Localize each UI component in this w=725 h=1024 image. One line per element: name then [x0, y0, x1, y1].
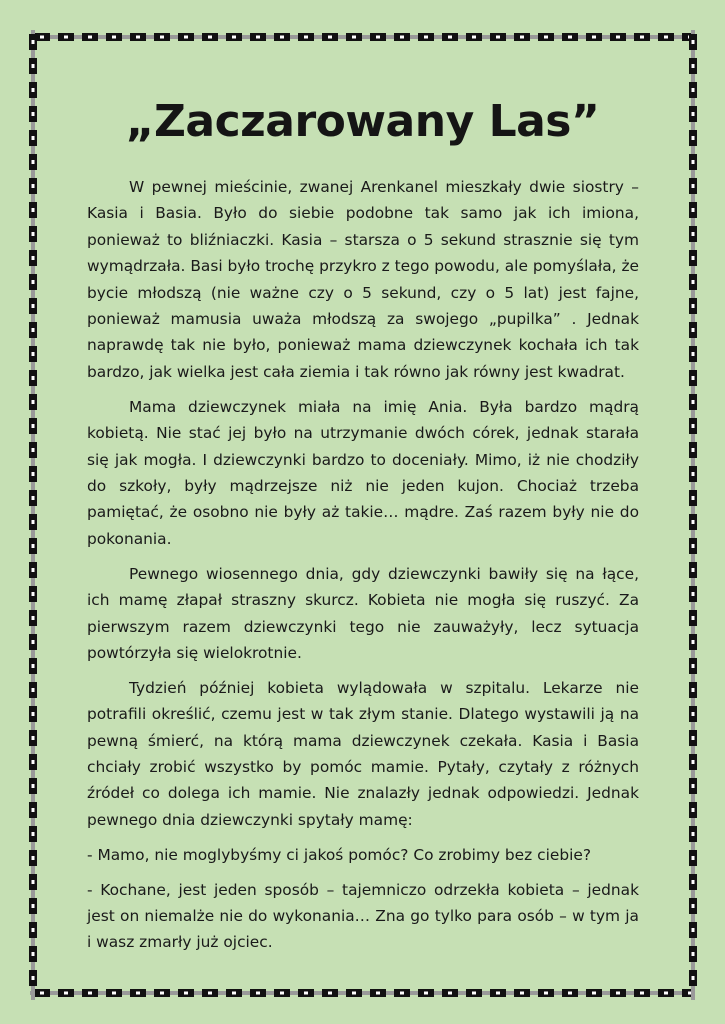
dialog-line-1: - Mamo, nie moglybyśmy ci jakoś pomóc? Co zrobimy bez ciebie?	[87, 845, 592, 864]
dialog-line-2: - Kochane, jest jeden sposób – tajemniczo odrzekła kobieta – jednak jest on niemalże nie do wykonania… Zna go tylko para osób – w tym ja i wasz zmarły już ojciec.	[87, 880, 639, 952]
story-body	[87, 174, 639, 964]
story-paragraph-1: W pewnej mieścinie, zwanej Arenkanel mieszkały dwie siostry – Kasia i Basia. Było do siebie podobne tak samo jak ich imiona, ponieważ to bliźniaczki. Kasia – starsza o 5 sekund strasznie się tym wymądrzała. Basi było trochę przykro z tego powodu, ale pomyślała, że bycie młodszą (nie ważne czy o 5 sekund, czy o 5 lat) jest fajne, ponieważ mamusia uważa młodszą za swojego „pupilka” . Jednak naprawdę tak nie było, ponieważ mama dziewczynek kochała ich tak bardzo, jak wielka jest cała ziemia i tak równo jak równy jest kwadrat.	[87, 178, 639, 381]
decorative-border-right	[688, 30, 698, 1000]
story-paragraph-4: Tydzień później kobieta wylądowała w szpitalu. Lekarze nie potrafili określić, czemu jest w tak złym stanie. Dlatego wystawili ją na pewną śmierć, na którą mama dziewczynek czekała. Kasia i Basia chciały zrobić wszystko by pomóc mamie. Pytały, czytały z różnych źródeł co dolega ich mamie. Nie znalazły jednak odpowiedzi. Jednak pewnego dnia dziewczynki spytały mamę:	[87, 678, 639, 829]
story-title: „Zaczarowany Las”	[125, 96, 600, 147]
story-paragraph-2: Mama dziewczynek miała na imię Ania. Była bardzo mądrą kobietą. Nie stać jej było na utrzymanie dwóch córek, jednak starała się jak mogła. I dziewczynki bardzo to doceniały. Mimo, iż nie chodziły do szkoły, były mądrzejsze niż nie jeden kujon. Chociaż trzeba pamiętać, że osobno nie były aż takie… mądre. Zaś razem były nie do pokonania.	[87, 397, 639, 548]
story-paragraph-3: Pewnego wiosennego dnia, gdy dziewczynki bawiły się na łące, ich mamę złapał straszny skurcz. Kobieta nie mogła się ruszyć. Za pierwszym razem dziewczynki tego nie zauważyły, lecz sytuacja powtórzyła się wielokrotnie.	[87, 564, 639, 662]
decorative-border-top	[30, 30, 695, 44]
decorative-border-bottom	[30, 986, 695, 1000]
decorative-border-left	[28, 30, 38, 1000]
